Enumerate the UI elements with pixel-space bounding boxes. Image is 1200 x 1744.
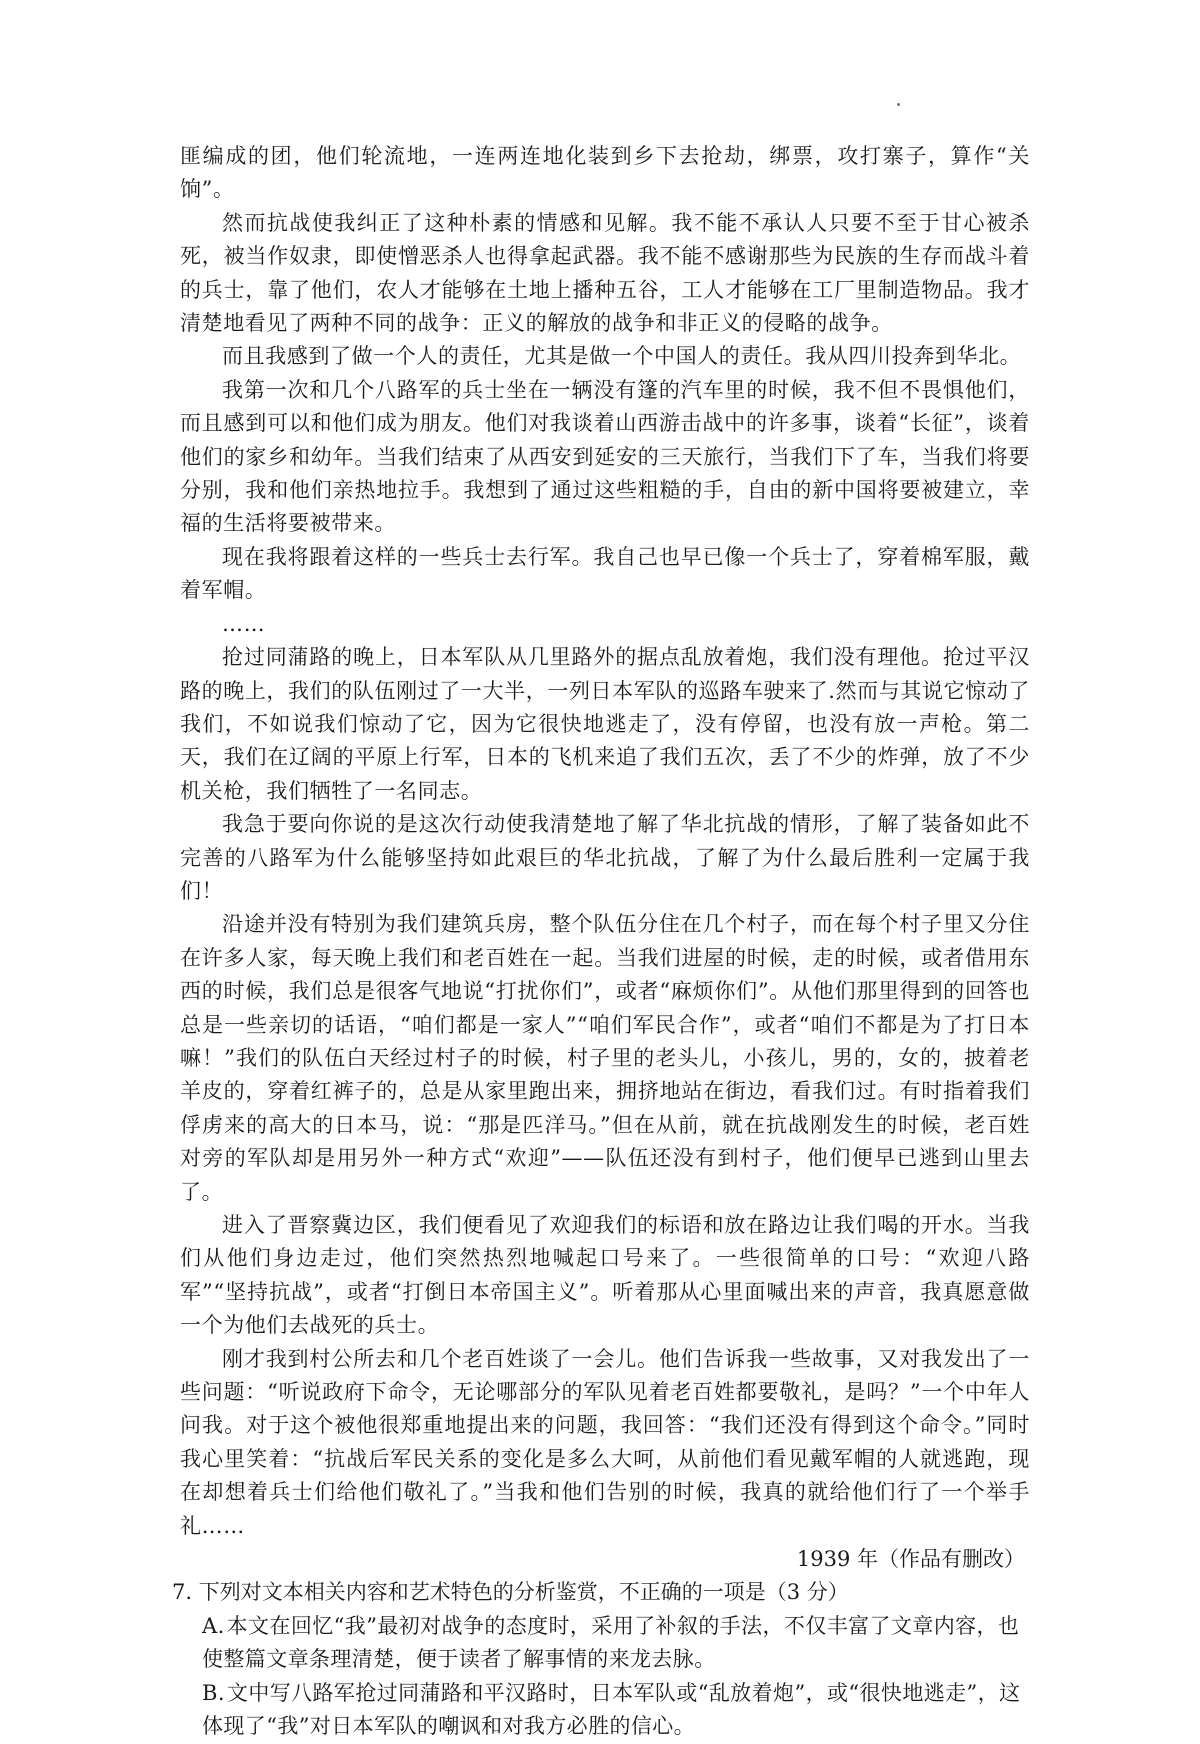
option-b-line1: 文中写八路军抢过同蒲路和平汉路时，日本军队或“乱放着炮”，或“很快地逃走”，这 (226, 1680, 1021, 1705)
passage-paragraph-10: 刚才我到村公所去和几个老百姓谈了一会儿。他们告诉我一些故事，又对我发出了一些问题：“听说政府下命令，无论哪部分的军队见着老百姓都要敬礼，是吗？”一个中年人问我。对于这个被他很郑重地提出来的问题，我回答：“我们还没有得到这个命令。”同时我心里笑着：“抗战后军民关系的变化是多么大呵，从前他们看见戴军帽的人就逃跑，现在却想着兵士们给他们敬礼了。”当我和他们告别的时候，我真的就给他们行了一个举手礼…… (180, 1346, 1030, 1538)
passage-ellipsis: …… (222, 611, 266, 636)
option-a-line1: 本文在回忆“我”最初对战争的态度时，采用了补叙的手法，不仅丰富了文章内容，也 (226, 1613, 1020, 1638)
passage-paragraph-2: 然而抗战使我纠正了这种朴素的情感和见解。我不能不承认人只要不至于甘心被杀死，被当作奴隶，即使憎恶杀人也得拿起武器。我不能不感谢那些为民族的生存而战斗着的兵士，靠了他们，农人才能够在土地上播种五谷，工人才能够在工厂里制造物品。我才清楚地看见了两种不同的战争：正义的解放的战争和非正义的侵略的战争。 (180, 210, 1030, 336)
option-b-line2: 体现了“我”对日本军队的嘲讽和对我方必胜的信心。 (202, 1714, 696, 1739)
option-a-line2: 使整篇文章条理清楚，便于读者了解事情的来龙去脉。 (202, 1647, 716, 1672)
question-option-b (180, 1677, 1030, 1744)
exam-page (172, 140, 1030, 1744)
passage-paragraph-7: 我急于要向你说的是这次行动使我清楚地了解了华北抗战的情形，了解了装备如此不完善的八路军为什么能够坚持如此艰巨的华北抗战，了解了为什么最后胜利一定属于我们！ (180, 812, 1030, 903)
option-b-label: B. (202, 1680, 225, 1705)
passage-paragraph-1: 匪编成的团，他们轮流地，一连两连地化装到乡下去抢劫，绑票，攻打寨子，算作“关饷”。 (180, 144, 1030, 202)
passage-paragraph-3: 而且我感到了做一个人的责任，尤其是做一个中国人的责任。我从四川投奔到华北。 (222, 344, 1022, 369)
passage-signature: 1939 年（作品有删改） (796, 1547, 1025, 1572)
passage-paragraph-5: 现在我将跟着这样的一些兵士去行军。我自己也早已像一个兵士了，穿着棉军服，戴着军帽。 (180, 544, 1030, 603)
passage-paragraph-4: 我第一次和几个八路军的兵士坐在一辆没有篷的汽车里的时候，我不但不畏惧他们，而且感到可以和他们成为朋友。他们对我谈着山西游击战中的许多事，谈着“长征”，谈着他们的家乡和幼年。当我们结束了从西安到延安的三天旅行，当我们下了车，当我们将要分别，我和他们亲热地拉手。我想到了通过这些粗糙的手，自由的新中国将要被建立，幸福的生活将要被带来。 (180, 377, 1030, 536)
passage-paragraph-9: 进入了晋察冀边区，我们便看见了欢迎我们的标语和放在路边让我们喝的开水。当我们从他们身边走过，他们突然热烈地喊起口号来了。一些很简单的口号：“欢迎八路军”“坚持抗战”，或者“打倒日本帝国主义”。听着那从心里面喊出来的声音，我真愿意做一个为他们去战死的兵士。 (180, 1213, 1030, 1338)
question-option-a (180, 1610, 1030, 1677)
passage-paragraph-8: 沿途并没有特别为我们建筑兵房，整个队伍分住在几个村子，而在每个村子里又分住在许多人家，每天晚上我们和老百姓在一起。当我们进屋的时候，走的时候，或者借用东西的时候，我们总是很客气地说“打扰你们”，或者“麻烦你们”。从他们那里得到的回答也总是一些亲切的话语，“咱们都是一家人”“咱们军民合作”，或者“咱们不都是为了打日本嘛！”我们的队伍白天经过村子的时候，村子里的老头儿，小孩儿，男的，女的，披着老羊皮的，穿着红裤子的，总是从家里跑出来，拥挤地站在街边，看我们过。有时指着我们俘虏来的高大的日本马，说：“那是匹洋马。”但在从前，就在抗战刚发生的时候，老百姓对旁的军队却是用另外一种方式“欢迎”——队伍还没有到村子，他们便早已逃到山里去了。 (180, 912, 1030, 1204)
scan-dot (897, 103, 900, 106)
option-a-label: A. (202, 1613, 225, 1638)
passage-paragraph-6: 抢过同蒲路的晚上，日本军队从几里路外的据点乱放着炮，我们没有理他。抢过平汉路的晚上，我们的队伍刚过了一大半，一列日本军队的巡路车驶来了.然而与其说它惊动了我们，不如说我们惊动了它，因为它很快地逃走了，没有停留，也没有放一声枪。第二天，我们在辽阔的平原上行军，日本的飞机来追了我们五次，丢了不少的炸弹，放了不少机关枪，我们牺牲了一名同志。 (180, 645, 1030, 803)
question-stem: 7. 下列对文本相关内容和艺术特色的分析鉴赏，不正确的一项是（3 分） (172, 1580, 849, 1605)
